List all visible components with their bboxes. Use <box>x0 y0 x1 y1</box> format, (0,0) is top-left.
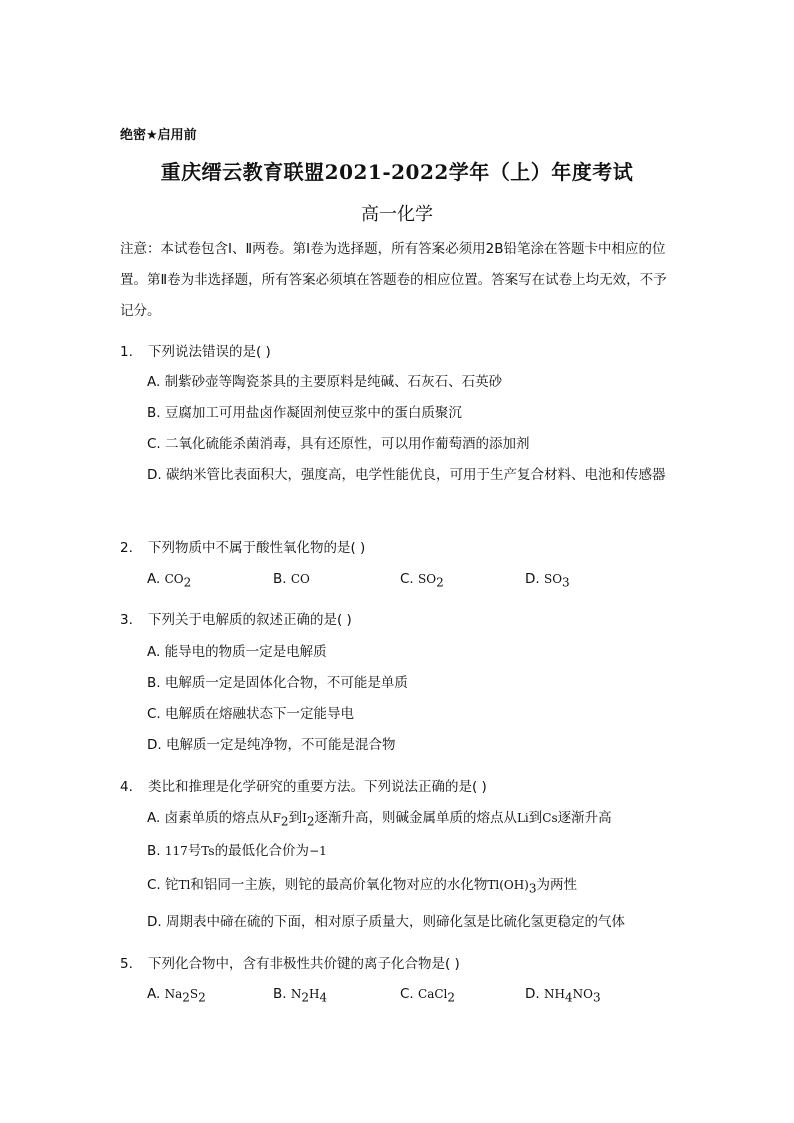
question-stem: 下列说法错误的是( ) <box>148 344 271 360</box>
question-number: 5. <box>120 956 133 972</box>
question-stem: 下列关于电解质的叙述正确的是( ) <box>148 612 352 628</box>
option-3a: A. 能导电的物质一定是电解质 <box>147 644 327 660</box>
question-3 <box>120 608 352 628</box>
question-number: 2. <box>120 540 133 556</box>
option-1b: B. 豆腐加工可用盐卤作凝固剂使豆浆中的蛋白质聚沉 <box>147 405 462 421</box>
question-5 <box>120 952 460 972</box>
question-stem: 下列化合物中，含有非极性共价键的离子化合物是( ) <box>148 956 460 972</box>
option-1a: A. 制紫砂壶等陶瓷茶具的主要原料是纯碱、石灰石、石英砂 <box>147 374 503 390</box>
option-5b: B. $N_2H_4$ <box>273 986 328 1005</box>
confidential-label: 绝密★启用前 <box>120 128 197 143</box>
question-1 <box>120 340 271 360</box>
question-number: 4. <box>120 779 133 795</box>
option-1d: D. 碳纳米管比表面积大，强度高，电学性能优良，可用于生产复合材料、电池和传感器 <box>147 467 666 483</box>
option-1c: C. 二氧化硫能杀菌消毒，具有还原性，可以用作葡萄酒的添加剂 <box>147 436 530 452</box>
option-5d: D. $NH_4NO_3$ <box>525 986 601 1005</box>
question-stem: 类比和推理是化学研究的重要方法。下列说法正确的是( ) <box>148 779 487 795</box>
option-4b: B. 117号Ts的最低化合价为−1 <box>147 843 327 859</box>
option-3d: D. 电解质一定是纯净物，不可能是混合物 <box>147 737 396 753</box>
option-5a: A. $Na_2S_2$ <box>147 986 206 1005</box>
option-4c: C. 铊Tl和铝同一主族，则铊的最高价氧化物对应的水化物$Tl(OH)_3$为两性 <box>147 877 578 896</box>
question-stem: 下列物质中不属于酸性氧化物的是( ) <box>148 540 366 556</box>
option-2c: C. $SO_2$ <box>400 571 444 590</box>
option-3b: B. 电解质一定是固体化合物，不可能是单质 <box>147 675 408 691</box>
question-4 <box>120 775 487 795</box>
question-2 <box>120 536 365 556</box>
option-2a: A. $CO_2$ <box>147 571 192 590</box>
option-4a: A. 卤素单质的熔点从$F_2$到$I_2$逐渐升高，则碱金属单质的熔点从Li到Cs逐渐升高 <box>147 810 612 829</box>
exam-subject: 高一化学 <box>361 204 433 225</box>
option-2d: D. $SO_3$ <box>525 571 570 590</box>
option-2b: B. CO <box>273 571 310 587</box>
question-number: 3. <box>120 612 133 628</box>
exam-title: 重庆缙云教育联盟2021-2022学年（上）年度考试 <box>160 160 634 184</box>
exam-notice: 注意：本试卷包含Ⅰ、Ⅱ两卷。第Ⅰ卷为选择题，所有答案必须用2B铅笔涂在答题卡中相应的位置。第Ⅱ卷为非选择题，所有答案必须填在答题卷的相应位置。答案写在试卷上均无效，不予记分。 <box>120 241 667 319</box>
question-number: 1. <box>120 344 133 360</box>
option-4d: D. 周期表中碲在硫的下面，相对原子质量大，则碲化氢是比硫化氢更稳定的气体 <box>147 914 625 930</box>
option-5c: C. CaCl$_2$ <box>400 986 456 1005</box>
option-3c: C. 电解质在熔融状态下一定能导电 <box>147 706 355 722</box>
